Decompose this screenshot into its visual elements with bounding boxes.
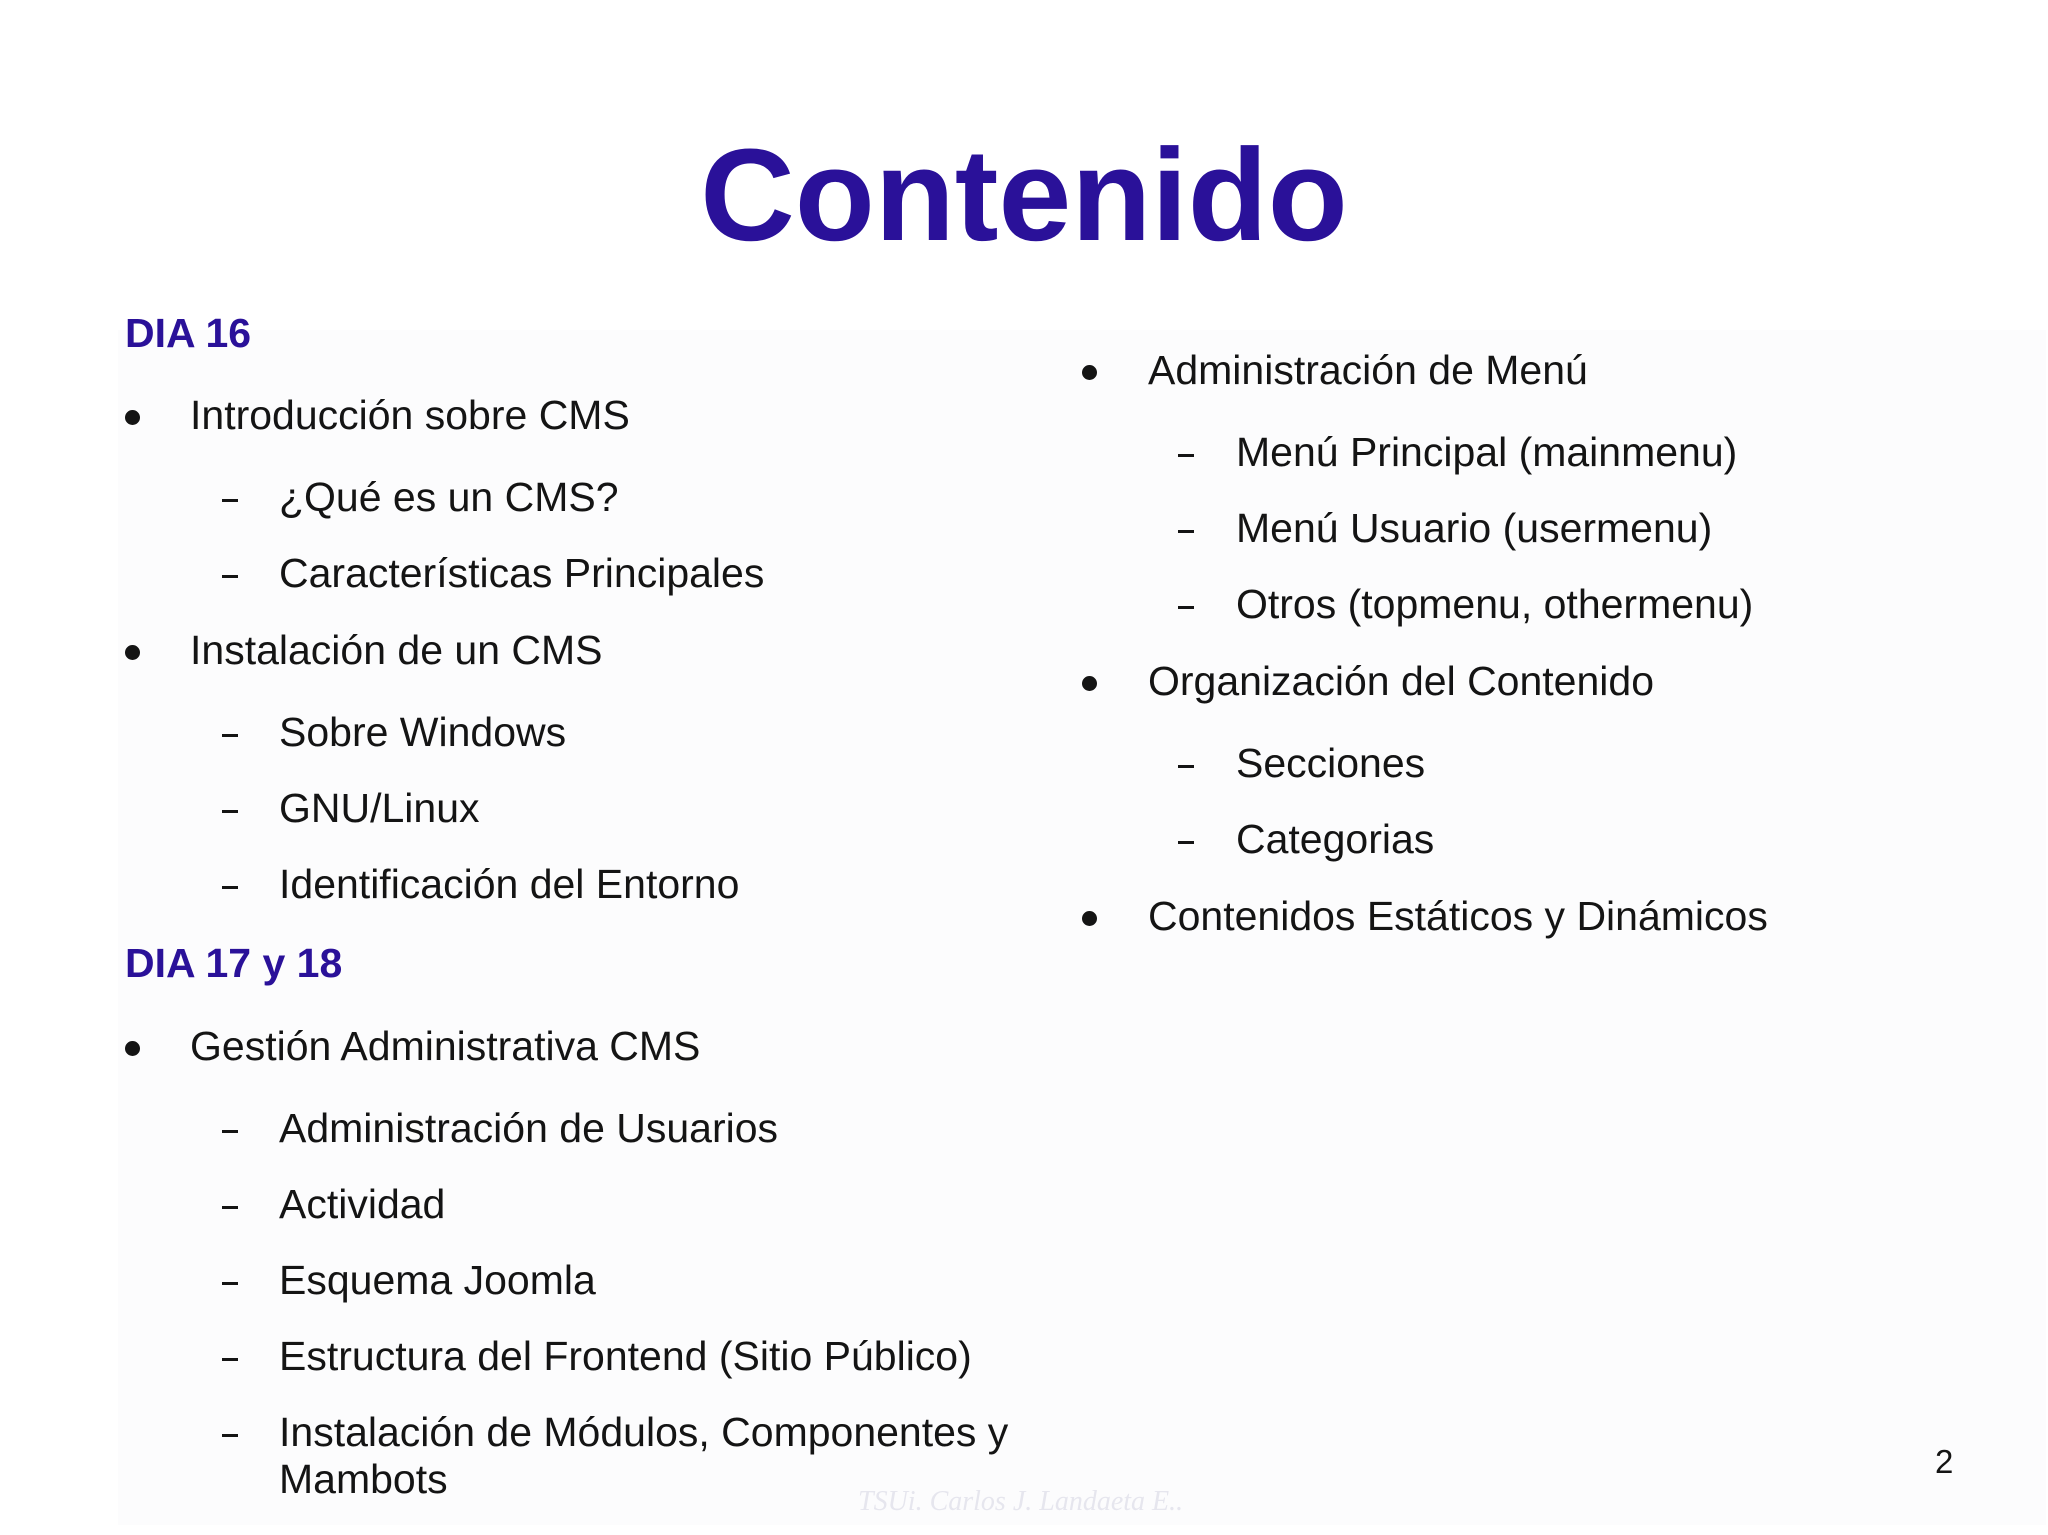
bullet-contenidos-estaticos: Contenidos Estáticos y Dinámicos [1148,893,1768,939]
dash [222,1282,238,1285]
sub-esquema-joomla: Esquema Joomla [279,1257,596,1303]
sub-gnu-linux: GNU/Linux [279,785,480,831]
bullet-dot [125,410,140,425]
bullet-intro-cms: Introducción sobre CMS [190,392,630,438]
dash [222,1130,238,1133]
sub-menu-principal: Menú Principal (mainmenu) [1236,429,1738,475]
dash [222,575,238,578]
bullet-organizacion: Organización del Contenido [1148,658,1654,704]
sub-instalacion-modulos-cont: Mambots [279,1456,448,1502]
sub-que-es-cms: ¿Qué es un CMS? [279,474,619,520]
footer-author: TSUi. Carlos J. Landaeta E.. [858,1486,1184,1517]
dash [1178,606,1194,609]
sub-categorias: Categorias [1236,816,1435,862]
sub-admin-usuarios: Administración de Usuarios [279,1105,779,1151]
dash [222,1358,238,1361]
dash [222,1434,238,1437]
sub-secciones: Secciones [1236,740,1426,786]
bullet-instalacion-cms: Instalación de un CMS [190,627,603,673]
page-number: 2 [1935,1443,1954,1480]
bullet-dot [1082,676,1097,691]
dash [222,886,238,889]
bullet-dot [125,1041,140,1056]
dash [1178,765,1194,768]
bullet-dot [1082,365,1097,380]
sub-otros-menu: Otros (topmenu, othermenu) [1236,581,1754,627]
dash [1178,841,1194,844]
sub-sobre-windows: Sobre Windows [279,709,567,755]
dash [222,1206,238,1209]
dash [1178,530,1194,533]
slide-title: Contenido [700,121,1348,268]
sub-identificacion-entorno: Identificación del Entorno [279,861,740,907]
day-heading-16: DIA 16 [125,310,252,356]
sub-caracteristicas: Características Principales [279,550,765,596]
dash [222,810,238,813]
bullet-dot [125,645,140,660]
dash [222,734,238,737]
bullet-dot [1082,911,1097,926]
dash [1178,454,1194,457]
sub-actividad: Actividad [279,1181,446,1227]
bullet-admin-menu: Administración de Menú [1148,347,1588,393]
bullet-gestion-admin: Gestión Administrativa CMS [190,1023,701,1069]
sub-estructura-frontend: Estructura del Frontend (Sitio Público) [279,1333,972,1379]
sub-menu-usuario: Menú Usuario (usermenu) [1236,505,1713,551]
day-heading-17-18: DIA 17 y 18 [125,940,343,986]
dash [222,499,238,502]
sub-instalacion-modulos: Instalación de Módulos, Componentes y [279,1409,1009,1455]
